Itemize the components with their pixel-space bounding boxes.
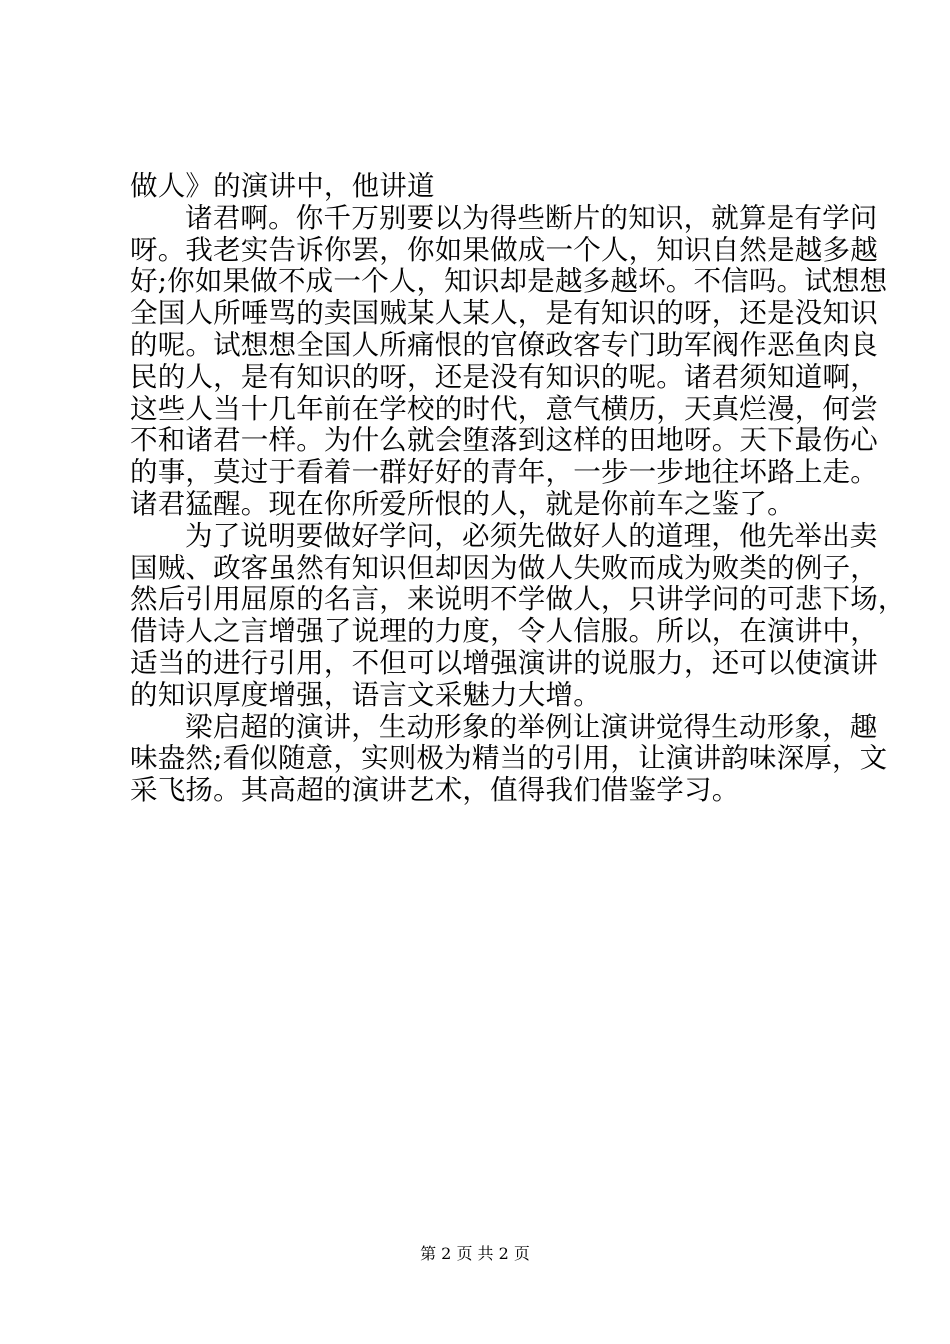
text-line: 呀。我老实告诉你罢，你如果做成一个人，知识自然是越多越	[130, 233, 878, 266]
text-line: 民的人，是有知识的呀，还是没有知识的呢。诸君须知道啊，	[130, 360, 878, 393]
text-line: 的呢。试想想全国人所痛恨的官僚政客专门助军阀作恶鱼肉良	[130, 328, 878, 361]
text-line: 做人》的演讲中，他讲道	[130, 170, 435, 202]
page-footer: 第 2 页 共 2 页	[420, 1244, 530, 1263]
text-line: 好;你如果做不成一个人，知识却是越多越坏。不信吗。试想想	[130, 265, 888, 298]
text-line: 国贼、政客虽然有知识但却因为做人失败而成为败类的例子，	[130, 551, 878, 584]
text-line: 这些人当十几年前在学校的时代，意气横历，天真烂漫，何尝	[130, 392, 878, 425]
text-line: 为了说明要做好学问，必须先做好人的道理，他先举出卖	[185, 519, 878, 552]
text-line: 诸君啊。你千万别要以为得些断片的知识，就算是有学问	[185, 201, 878, 234]
text-line: 采飞扬。其高超的演讲艺术，值得我们借鉴学习。	[130, 774, 740, 807]
text-line: 味盎然;看似随意，实则极为精当的引用，让演讲韵味深厚，文	[130, 742, 888, 775]
text-line: 然后引用屈原的名言，来说明不学做人，只讲学问的可悲下场，	[130, 583, 906, 616]
text-line: 全国人所唾骂的卖国贼某人某人，是有知识的呀，还是没知识	[130, 297, 878, 330]
text-line: 的事，莫过于看着一群好好的青年，一步一步地往坏路上走。	[130, 456, 878, 489]
text-line: 梁启超的演讲，生动形象的举例让演讲觉得生动形象，趣	[185, 710, 878, 743]
text-line: 不和诸君一样。为什么就会堕落到这样的田地呀。天下最伤心	[130, 424, 878, 457]
document-body	[130, 170, 906, 807]
text-line: 诸君猛醒。现在你所爱所恨的人，就是你前车之鉴了。	[130, 487, 795, 520]
text-line: 适当的进行引用，不但可以增强演讲的说服力，还可以使演讲	[130, 646, 878, 679]
text-line: 的知识厚度增强，语言文采魅力大增。	[130, 678, 601, 711]
text-line: 借诗人之言增强了说理的力度，令人信服。所以，在演讲中，	[130, 615, 878, 648]
